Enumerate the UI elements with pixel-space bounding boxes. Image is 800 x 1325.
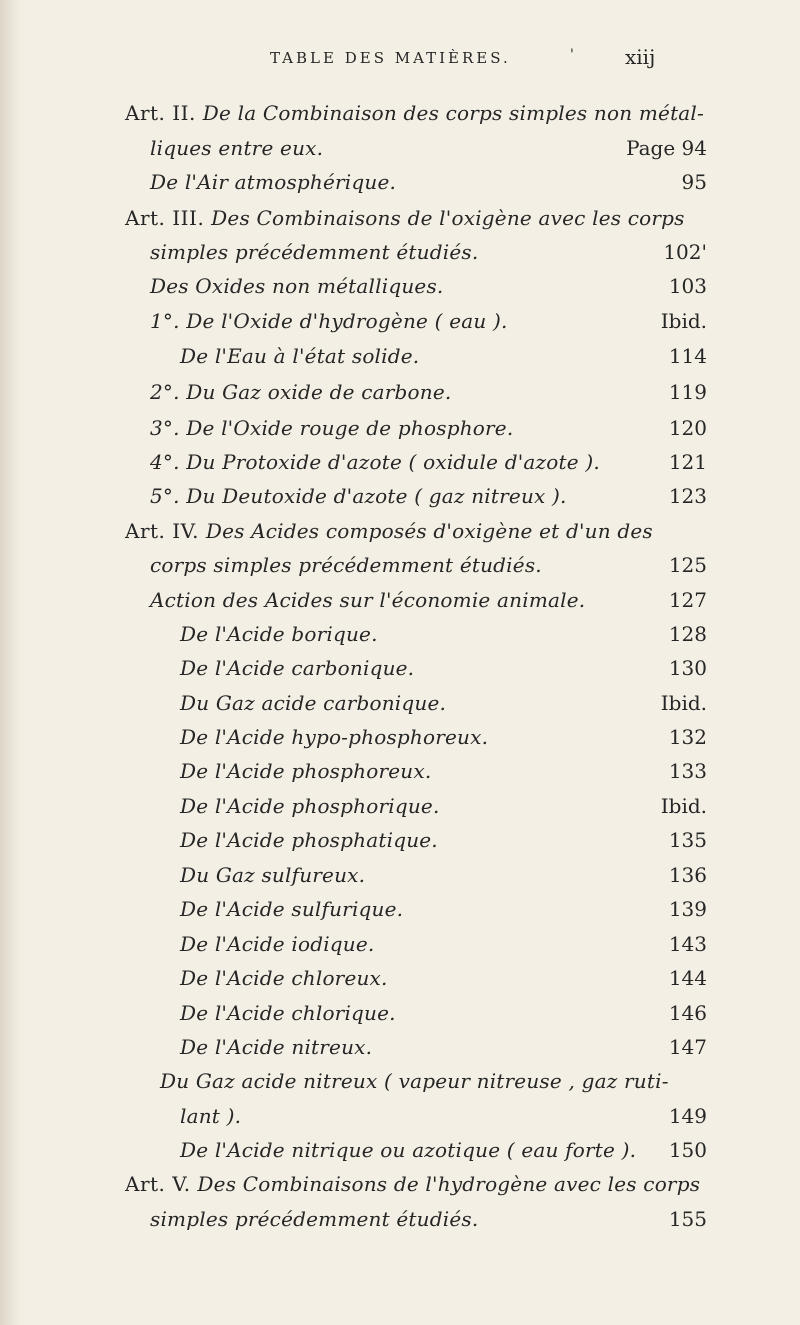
- entry-page-number: 149: [668, 1104, 707, 1128]
- entry-text: De l'Acide chlorique.: [180, 1001, 396, 1025]
- entry-page-number: 95: [681, 170, 707, 194]
- entry-text: Action des Acides sur l'économie animale.: [150, 588, 586, 612]
- entry-page-number: 143: [668, 932, 707, 956]
- toc-entry: [150, 410, 513, 446]
- toc-entry: [125, 95, 704, 131]
- toc-entry: [180, 891, 403, 927]
- toc-entry: [150, 164, 396, 200]
- entry-page-number: 146: [668, 1001, 707, 1025]
- toc-entry: [150, 547, 542, 583]
- entry-text: 4°. Du Protoxide d'azote ( oxidule d'azote ).: [150, 450, 600, 474]
- entry-page-number: 130: [668, 656, 707, 680]
- toc-entry: [180, 1132, 636, 1168]
- entry-text: 5°. Du Deutoxide d'azote ( gaz nitreux ).: [150, 484, 567, 508]
- article-label: Art. V.: [125, 1172, 198, 1196]
- entry-text: liques entre eux.: [150, 136, 324, 160]
- toc-entry: [180, 926, 374, 962]
- entry-page-number: Ibid.: [660, 691, 707, 715]
- entry-page-number: 150: [668, 1138, 707, 1162]
- article-label: Art. II.: [125, 101, 203, 125]
- toc-entry: [150, 582, 585, 618]
- entry-text: Des Combinaisons de l'hydrogène avec les corps: [197, 1172, 701, 1196]
- entry-text: De l'Acide chloreux.: [180, 966, 388, 990]
- entry-page-number: 128: [668, 622, 707, 646]
- entry-page-number: 135: [668, 828, 707, 852]
- entry-page-number: Ibid.: [660, 794, 707, 818]
- entry-text: 3°. De l'Oxide rouge de phosphore.: [150, 416, 514, 440]
- entry-text: 2°. Du Gaz oxide de carbone.: [150, 380, 452, 404]
- entry-text: simples précédemment étudiés.: [150, 1207, 479, 1231]
- toc-entry: [150, 234, 478, 270]
- entry-text: De l'Acide phosphatique.: [180, 828, 438, 852]
- toc-entry: [180, 650, 414, 686]
- entry-page-number: 155: [668, 1207, 707, 1231]
- toc-entry: [180, 616, 378, 652]
- entry-text: corps simples précédemment étudiés.: [150, 553, 542, 577]
- toc-entry: [125, 200, 685, 236]
- toc-entry: [125, 1166, 700, 1202]
- entry-page-number: 144: [668, 966, 707, 990]
- toc-entry: [150, 478, 567, 514]
- entry-text: Des Combinaisons de l'oxigène avec les corps: [211, 206, 685, 230]
- entry-page-number: 133: [668, 759, 707, 783]
- entry-page-number: 102': [663, 240, 707, 264]
- entry-page-number: 119: [668, 380, 707, 404]
- toc-entry: [180, 1029, 372, 1065]
- toc-entry: [180, 822, 438, 858]
- entry-text: De l'Air atmosphérique.: [150, 170, 397, 194]
- toc-entry: [180, 753, 431, 789]
- entry-page-number: 121: [668, 450, 707, 474]
- entry-page-number: 139: [668, 897, 707, 921]
- entry-page-number: 125: [668, 553, 707, 577]
- entry-text: De l'Acide borique.: [180, 622, 378, 646]
- entry-text: De l'Acide nitreux.: [180, 1035, 373, 1059]
- toc-entry: [180, 995, 396, 1031]
- entry-text: De l'Acide sulfurique.: [180, 897, 404, 921]
- entry-text: De l'Acide nitrique ou azotique ( eau forte ).: [180, 1138, 637, 1162]
- entry-page-number: 123: [668, 484, 707, 508]
- entry-text: 1°. De l'Oxide d'hydrogène ( eau ).: [150, 309, 508, 333]
- toc-entry: [150, 374, 451, 410]
- entry-page-number: 136: [668, 863, 707, 887]
- entry-text: De l'Acide phosphoreux.: [180, 759, 432, 783]
- entry-page-number: Ibid.: [660, 309, 707, 333]
- running-header: [0, 45, 800, 75]
- entry-page-number: Page 94: [626, 136, 707, 160]
- toc-entry: [180, 685, 446, 721]
- toc-entry: [160, 1063, 669, 1099]
- entry-text: De l'Acide carbonique.: [180, 656, 415, 680]
- toc-entry: [180, 1098, 241, 1134]
- entry-text: De l'Acide phosphorique.: [180, 794, 440, 818]
- toc-entry: [180, 338, 419, 374]
- entry-page-number: 114: [668, 344, 707, 368]
- entry-text: Du Gaz acide nitreux ( vapeur nitreuse , gaz ruti-: [160, 1069, 669, 1093]
- entry-text: De l'Acide iodique.: [180, 932, 375, 956]
- entry-text: simples précédemment étudiés.: [150, 240, 479, 264]
- toc-entry: [180, 857, 365, 893]
- toc-entry: [180, 719, 488, 755]
- entry-text: Du Gaz acide carbonique.: [180, 691, 447, 715]
- toc-entry: [150, 444, 600, 480]
- entry-text: Du Gaz sulfureux.: [180, 863, 366, 887]
- entry-page-number: 147: [668, 1035, 707, 1059]
- toc-entry: [150, 130, 323, 166]
- header-mark: ': [570, 47, 574, 63]
- toc-entry: [150, 1201, 478, 1237]
- toc-entry: [180, 788, 440, 824]
- entry-page-number: 127: [668, 588, 707, 612]
- article-label: Art. III.: [125, 206, 212, 230]
- entry-page-number: 120: [668, 416, 707, 440]
- entry-text: De la Combinaison des corps simples non métal-: [202, 101, 704, 125]
- entry-text: De l'Eau à l'état solide.: [180, 344, 420, 368]
- toc-entry: [180, 960, 388, 996]
- header-page-number: xiij: [625, 45, 656, 69]
- header-title: TABLE DES MATIÈRES.: [270, 49, 511, 67]
- toc-entry: [150, 303, 508, 339]
- toc-entry: [150, 268, 443, 304]
- entry-text: Des Acides composés d'oxigène et d'un des: [205, 519, 653, 543]
- entry-text: Des Oxides non métalliques.: [150, 274, 444, 298]
- entry-page-number: 132: [668, 725, 707, 749]
- toc-entry: [125, 513, 653, 549]
- entry-page-number: 103: [668, 274, 707, 298]
- entry-text: lant ).: [180, 1104, 242, 1128]
- article-label: Art. IV.: [125, 519, 206, 543]
- entry-text: De l'Acide hypo-phosphoreux.: [180, 725, 489, 749]
